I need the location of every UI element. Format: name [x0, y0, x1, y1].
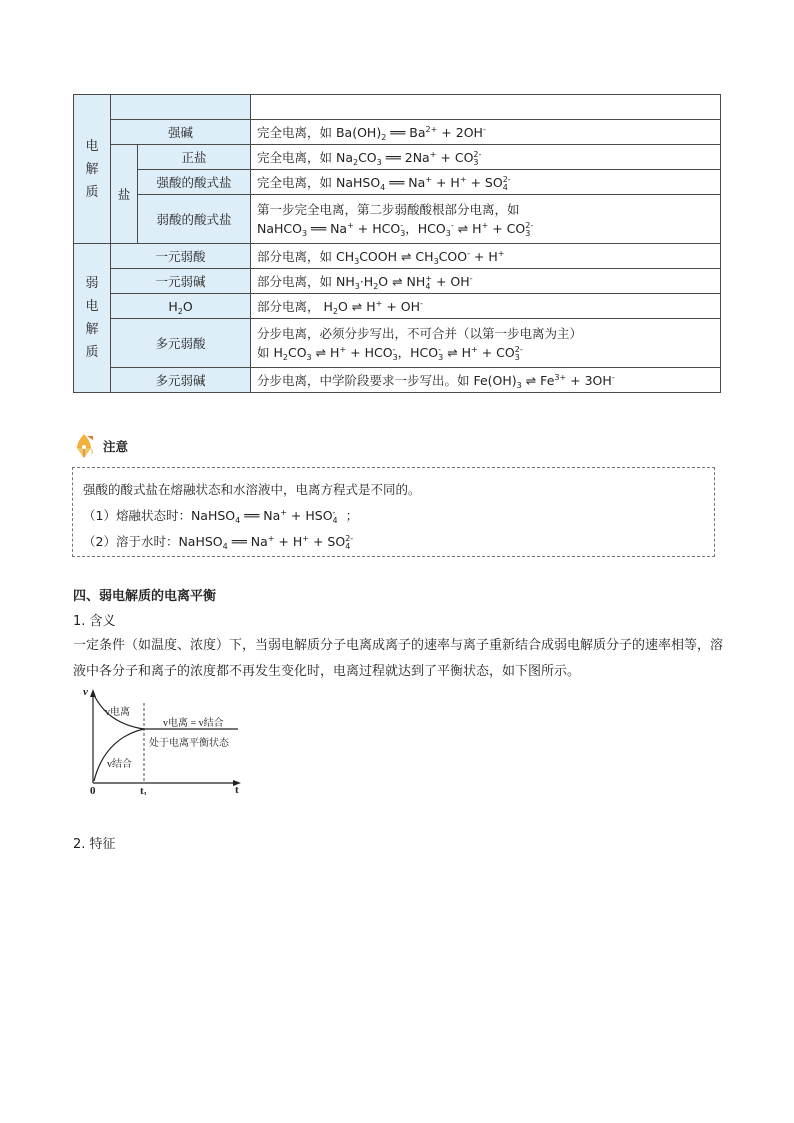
group-label-char: 解: [85, 161, 99, 177]
row-desc-blank: [251, 95, 721, 120]
row-label-weak-acid-salt: 弱酸的酸式盐: [138, 195, 251, 244]
table-row: [74, 170, 721, 195]
series-label-v-ionization: v电离: [105, 707, 130, 718]
row-desc-poly-weak-base: 分步电离，中学阶段要求一步写出。如 $Fe(OH)_3$ ⇌ $Fe^{3+} + 3OH^-$: [251, 368, 721, 393]
row-desc-mono-weak-acid: 部分电离，如 $CH_3COOH$ ⇌ $CH_3COO^- + H^+$: [251, 244, 721, 269]
table-row: [74, 244, 721, 269]
row-desc-poly-weak-acid: 分步电离，必须分步写出，不可合并（以第一步电离为主） 如 $H_2CO_3$ ⇌ H+ + HCO- 3，HCO- 3 ⇌ H+ + CO2- 3: [251, 319, 721, 368]
row-desc-water: 部分电离， $H_2O$ ⇌ H+ + OH-: [251, 294, 721, 319]
series-label-v-combination: v结合: [107, 759, 132, 770]
note-line-molten: （1）熔融状态时：NaHSO$_4$ ══ Na+ + HSO- 4 ；: [83, 508, 359, 525]
group-label-char: 质: [85, 345, 99, 360]
note-line-aqueous: （2）溶于水时：NaHSO$_4$ ══ Na+ + H+ + SO2- 4: [83, 534, 354, 551]
paragraph-definition: 一定条件（如温度、浓度）下，当弱电解质分子电离成离子的速率与离子重新结合成弱电解质分子的速率相等，溶液中各分子和离子的浓度都不再发生变化时，电离过程就达到了平衡状态，如下图所示。: [73, 638, 724, 679]
group-label-char: 质: [85, 184, 99, 200]
origin-label: 0: [90, 785, 96, 795]
group-label-char: 电: [85, 299, 99, 314]
row-desc-strong-acid-salt: 完全电离，如 NaHSO$_4$ ══ Na+ + H+ + SO2- 4: [251, 170, 721, 195]
row-label-strong-acid-salt: 强酸的酸式盐: [138, 170, 251, 195]
x-tick-label: t₁: [140, 785, 147, 795]
row-label-strong-base: 强碱: [111, 120, 251, 145]
group-label-char: 弱: [85, 276, 99, 291]
note-box: [72, 467, 715, 557]
table-row: [74, 95, 721, 120]
table-row: [74, 294, 721, 319]
row-label-poly-weak-acid: 多元弱酸: [111, 319, 251, 368]
row-desc-strong-base: 完全电离，如 $Ba(OH)_2$ ══ $Ba^{2+} + 2OH^-$: [251, 120, 721, 145]
group-label-char: 解: [85, 322, 99, 337]
row-label-normal-salt: 正盐: [138, 145, 251, 170]
y-axis-arrow: [90, 689, 96, 697]
pen-nib-icon: [73, 433, 95, 459]
note-title: 注意: [103, 439, 129, 454]
electrolyte-ionization-table: [73, 94, 721, 393]
subsection-features: 2. 特征: [73, 837, 116, 852]
equal-rate-annotation: v电离 = v结合: [163, 718, 224, 729]
row-label-mono-weak-acid: 一元弱酸: [111, 244, 251, 269]
series-line-v-combination: [94, 729, 144, 781]
equilibrium-state-annotation: 处于电离平衡状态: [149, 738, 229, 749]
note-header: [73, 433, 128, 459]
y-axis-label: v: [83, 686, 88, 698]
row-label-mono-weak-base: 一元弱碱: [111, 269, 251, 294]
row-label-water: $H_2O$: [111, 294, 251, 319]
row-desc-mono-weak-base: 部分电离，如 $NH_3\cdot H_2O$ ⇌ NH+ 4 + OH-: [251, 269, 721, 294]
table-row: [74, 195, 721, 244]
x-axis-label: t: [235, 784, 239, 795]
equilibrium-rate-chart: [83, 683, 245, 795]
section-title: 四、弱电解质的电离平衡: [73, 589, 217, 604]
row-label-blank: [111, 95, 251, 120]
table-row: [74, 368, 721, 393]
row-desc-normal-salt: 完全电离，如 $Na_2CO_3$ ══ 2Na+ + CO2- 3: [251, 145, 721, 170]
subsection-meaning: 1. 含义: [73, 614, 116, 629]
table-row: [74, 269, 721, 294]
group-weak-electrolyte: [74, 244, 111, 393]
table-row: [74, 120, 721, 145]
table-row: [74, 319, 721, 368]
note-line: 强酸的酸式盐在熔融状态和水溶液中，电离方程式是不同的。: [83, 482, 421, 497]
table-row: [74, 145, 721, 170]
group-label-char: 电: [85, 138, 99, 154]
row-desc-weak-acid-salt: 第一步完全电离，第二步弱酸酸根部分电离，如 NaHCO$_3$ ══ Na+ + HCO- 3，$HCO_3^-$ ⇌ H+ + CO2- 3: [251, 195, 721, 244]
row-label-poly-weak-base: 多元弱碱: [111, 368, 251, 393]
salt-label: 盐: [111, 145, 138, 244]
group-strong-electrolyte: [74, 95, 111, 244]
